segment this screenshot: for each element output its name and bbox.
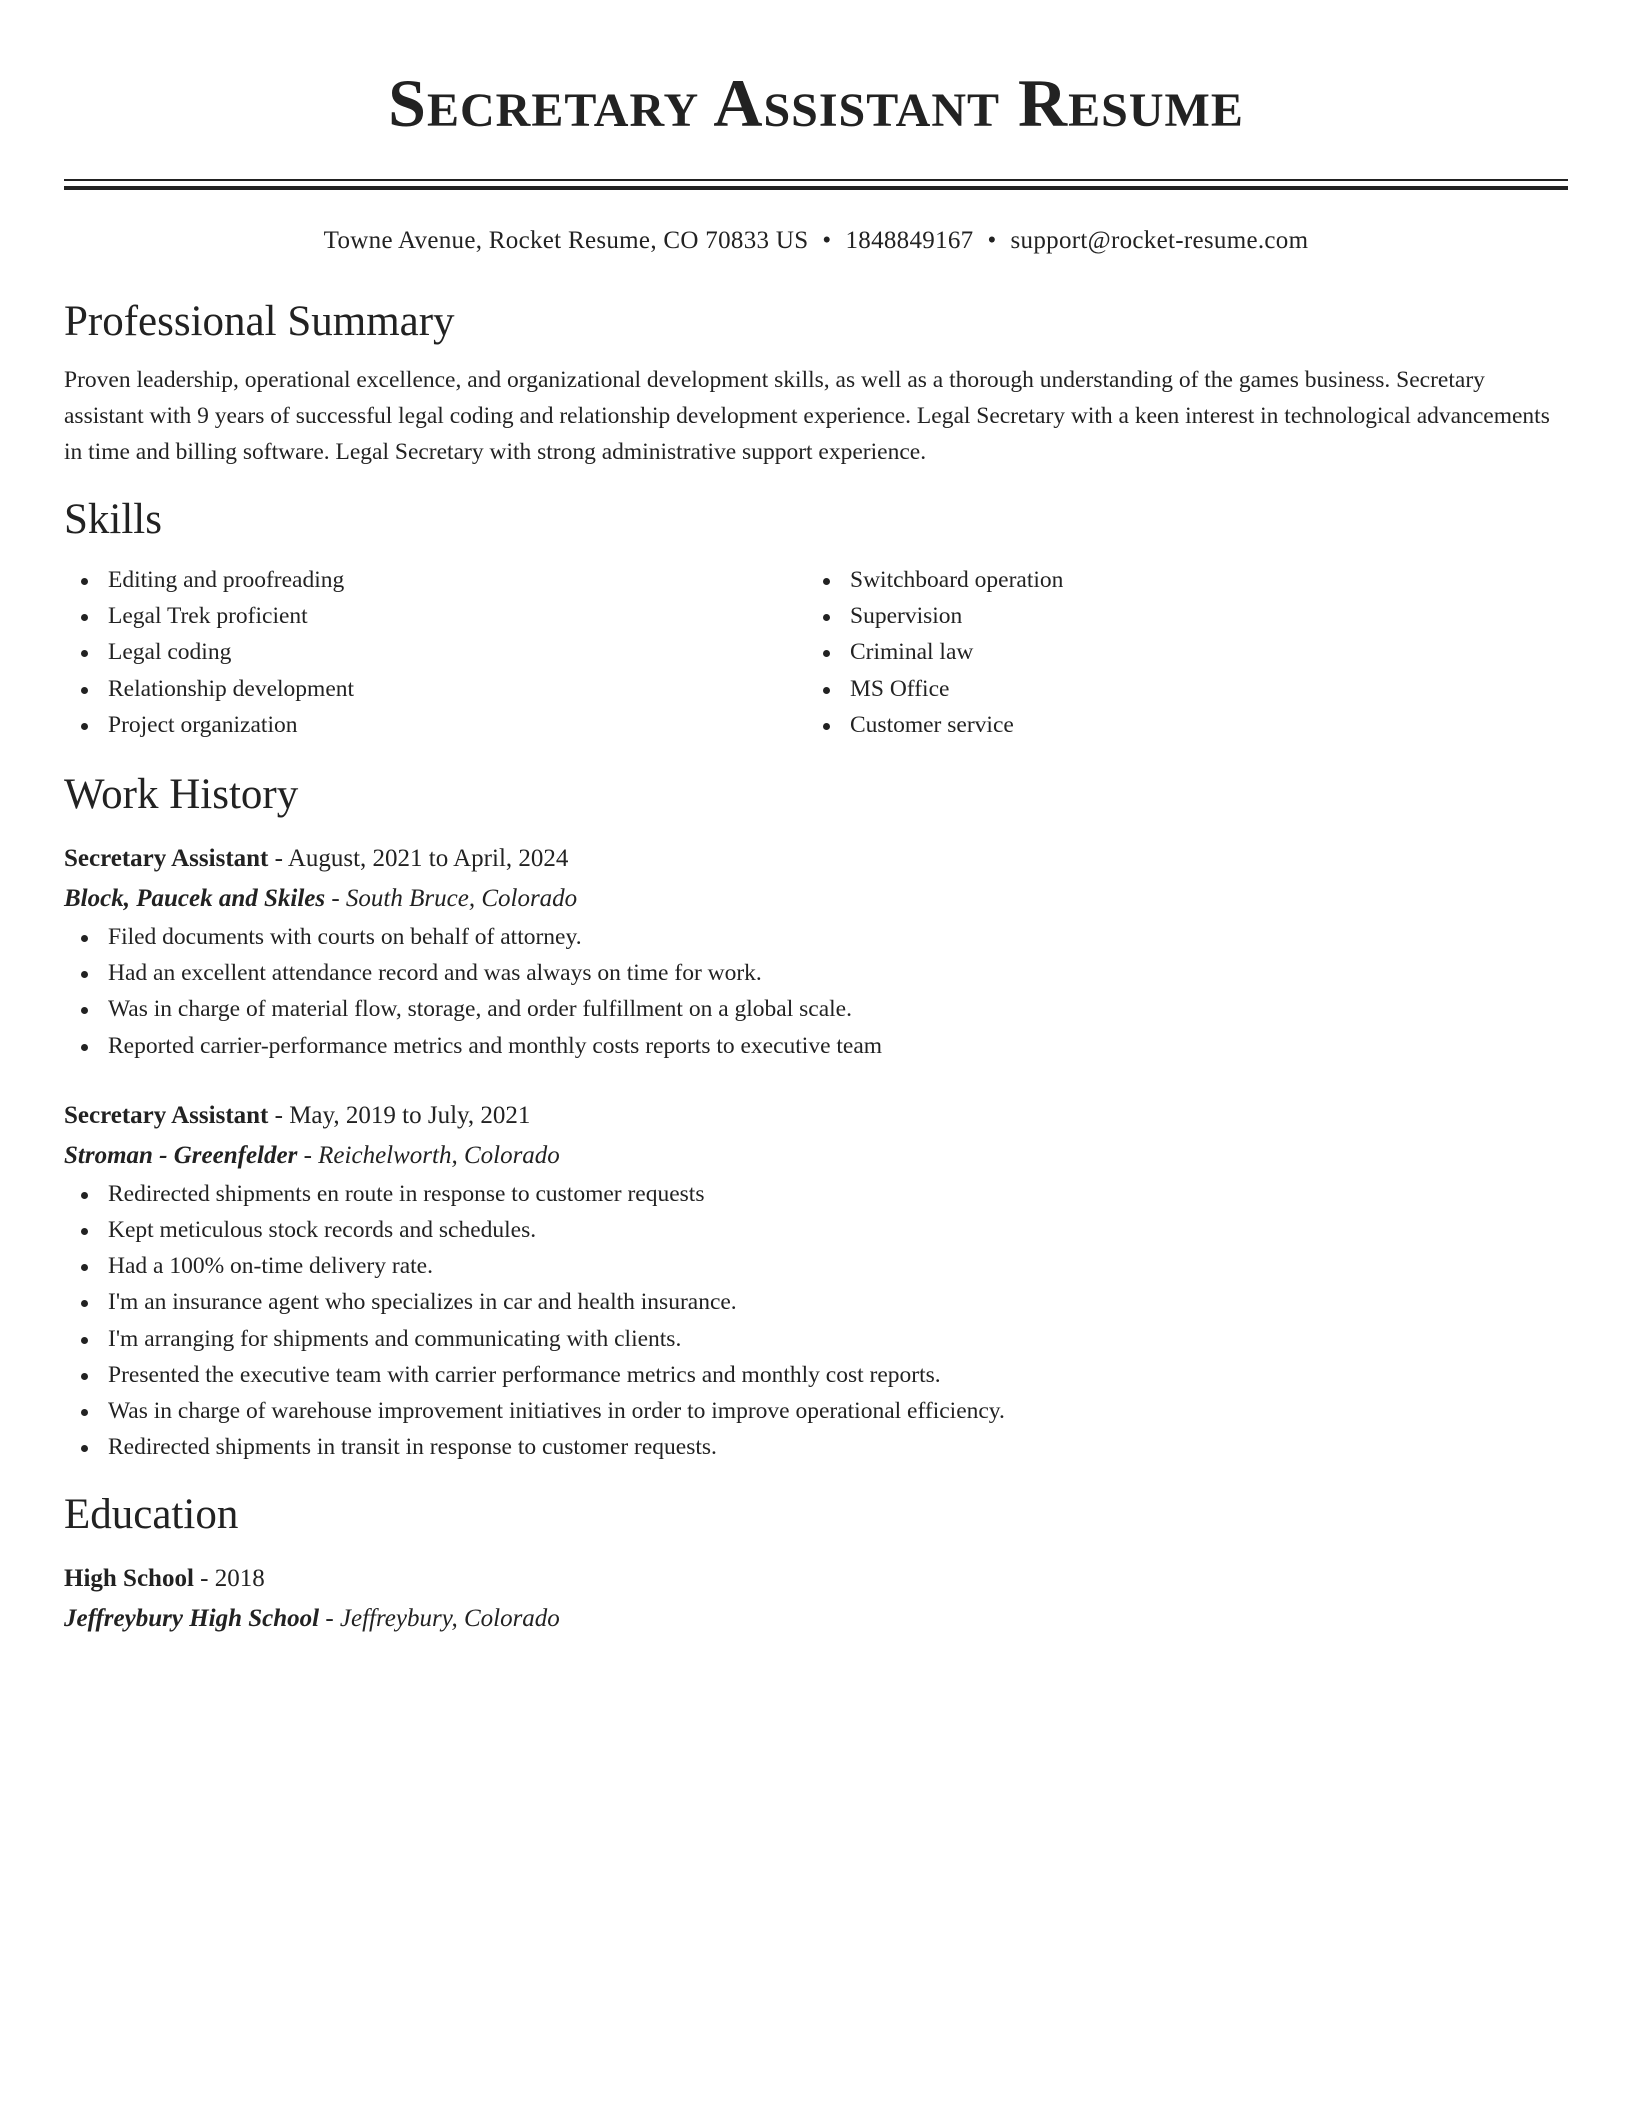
- skills-column-left: [64, 562, 806, 743]
- skills-heading: Skills: [64, 496, 162, 543]
- education-year: - 2018: [200, 1565, 265, 1593]
- job-bullet: I'm arranging for shipments and communicating with clients.: [64, 1321, 1568, 1357]
- contact-phone: 1848849167: [845, 227, 974, 254]
- job-dates: - August, 2021 to April, 2024: [274, 845, 569, 873]
- contact-separator: •: [987, 227, 997, 254]
- skill-item: Project organization: [64, 707, 806, 743]
- job-company: Block, Paucek and Skiles: [64, 885, 326, 913]
- job-title: Secretary Assistant: [64, 1101, 269, 1129]
- job-location: - Reichelworth, Colorado: [303, 1141, 560, 1169]
- skill-item: Relationship development: [64, 671, 806, 707]
- education-school: Jeffreybury High School: [64, 1605, 320, 1633]
- job-dates: - May, 2019 to July, 2021: [274, 1101, 531, 1129]
- title-divider: [64, 179, 1568, 190]
- skills-list: [64, 562, 1568, 743]
- job-bullet: Was in charge of material flow, storage, and order fulfillment on a global scale.: [64, 991, 1568, 1027]
- education-entry: [64, 1559, 1568, 1639]
- education-degree-line: [64, 1559, 1568, 1599]
- job-bullet: I'm an insurance agent who specializes in car and health insurance.: [64, 1284, 1568, 1320]
- skill-item: Legal coding: [64, 634, 806, 670]
- contact-email: support@rocket-resume.com: [1010, 227, 1309, 254]
- job-title-line: [64, 1096, 1568, 1136]
- job-bullet: Reported carrier-performance metrics and monthly costs reports to executive team: [64, 1028, 1568, 1064]
- summary-heading: Professional Summary: [64, 298, 455, 345]
- job-bullet: Kept meticulous stock records and schedules.: [64, 1212, 1568, 1248]
- job-bullet: Had an excellent attendance record and was always on time for work.: [64, 955, 1568, 991]
- skill-item: Supervision: [806, 598, 1548, 634]
- job-entry: [64, 1096, 1568, 1466]
- skill-item: Switchboard operation: [806, 562, 1548, 598]
- job-company-line: [64, 1136, 1568, 1176]
- job-bullet: Presented the executive team with carrier performance metrics and monthly cost reports.: [64, 1357, 1568, 1393]
- contact-line: [64, 226, 1568, 256]
- job-bullets: [64, 1176, 1568, 1466]
- job-company: Stroman - Greenfelder: [64, 1141, 298, 1169]
- job-bullets: [64, 919, 1568, 1064]
- education-heading: Education: [64, 1491, 239, 1539]
- skill-item: MS Office: [806, 671, 1548, 707]
- summary-text: Proven leadership, operational excellence, and organizational development skills, as well as a thorough understanding of the games business. Secretary assistant with 9 years of successful legal coding and relationship development experience. Legal Secretary with a keen interest in technological advancements in time and billing software. Legal Secretary with strong administrative support experience.: [64, 367, 1550, 465]
- resume-title: Secretary Assistant Resume: [388, 65, 1244, 141]
- skill-item: Customer service: [806, 707, 1548, 743]
- education-school-line: [64, 1599, 1568, 1639]
- job-title: Secretary Assistant: [64, 845, 269, 873]
- job-bullet: Redirected shipments in transit in response to customer requests.: [64, 1429, 1568, 1465]
- skill-item: Criminal law: [806, 634, 1548, 670]
- skill-item: Editing and proofreading: [64, 562, 806, 598]
- job-location: - South Bruce, Colorado: [331, 885, 578, 913]
- work-history-heading: Work History: [64, 771, 299, 819]
- education-location: - Jeffreybury, Colorado: [325, 1605, 560, 1633]
- education-degree: High School: [64, 1565, 194, 1593]
- job-company-line: [64, 879, 1568, 919]
- job-bullet: Had a 100% on-time delivery rate.: [64, 1248, 1568, 1284]
- job-entry: [64, 839, 1568, 1064]
- contact-address: Towne Avenue, Rocket Resume, CO 70833 US: [323, 227, 809, 254]
- job-bullet: Filed documents with courts on behalf of attorney.: [64, 919, 1568, 955]
- job-title-line: [64, 839, 1568, 879]
- skill-item: Legal Trek proficient: [64, 598, 806, 634]
- job-bullet: Redirected shipments en route in response to customer requests: [64, 1176, 1568, 1212]
- contact-separator: •: [822, 227, 832, 254]
- skills-column-right: [806, 562, 1548, 743]
- job-bullet: Was in charge of warehouse improvement initiatives in order to improve operational efficiency.: [64, 1393, 1568, 1429]
